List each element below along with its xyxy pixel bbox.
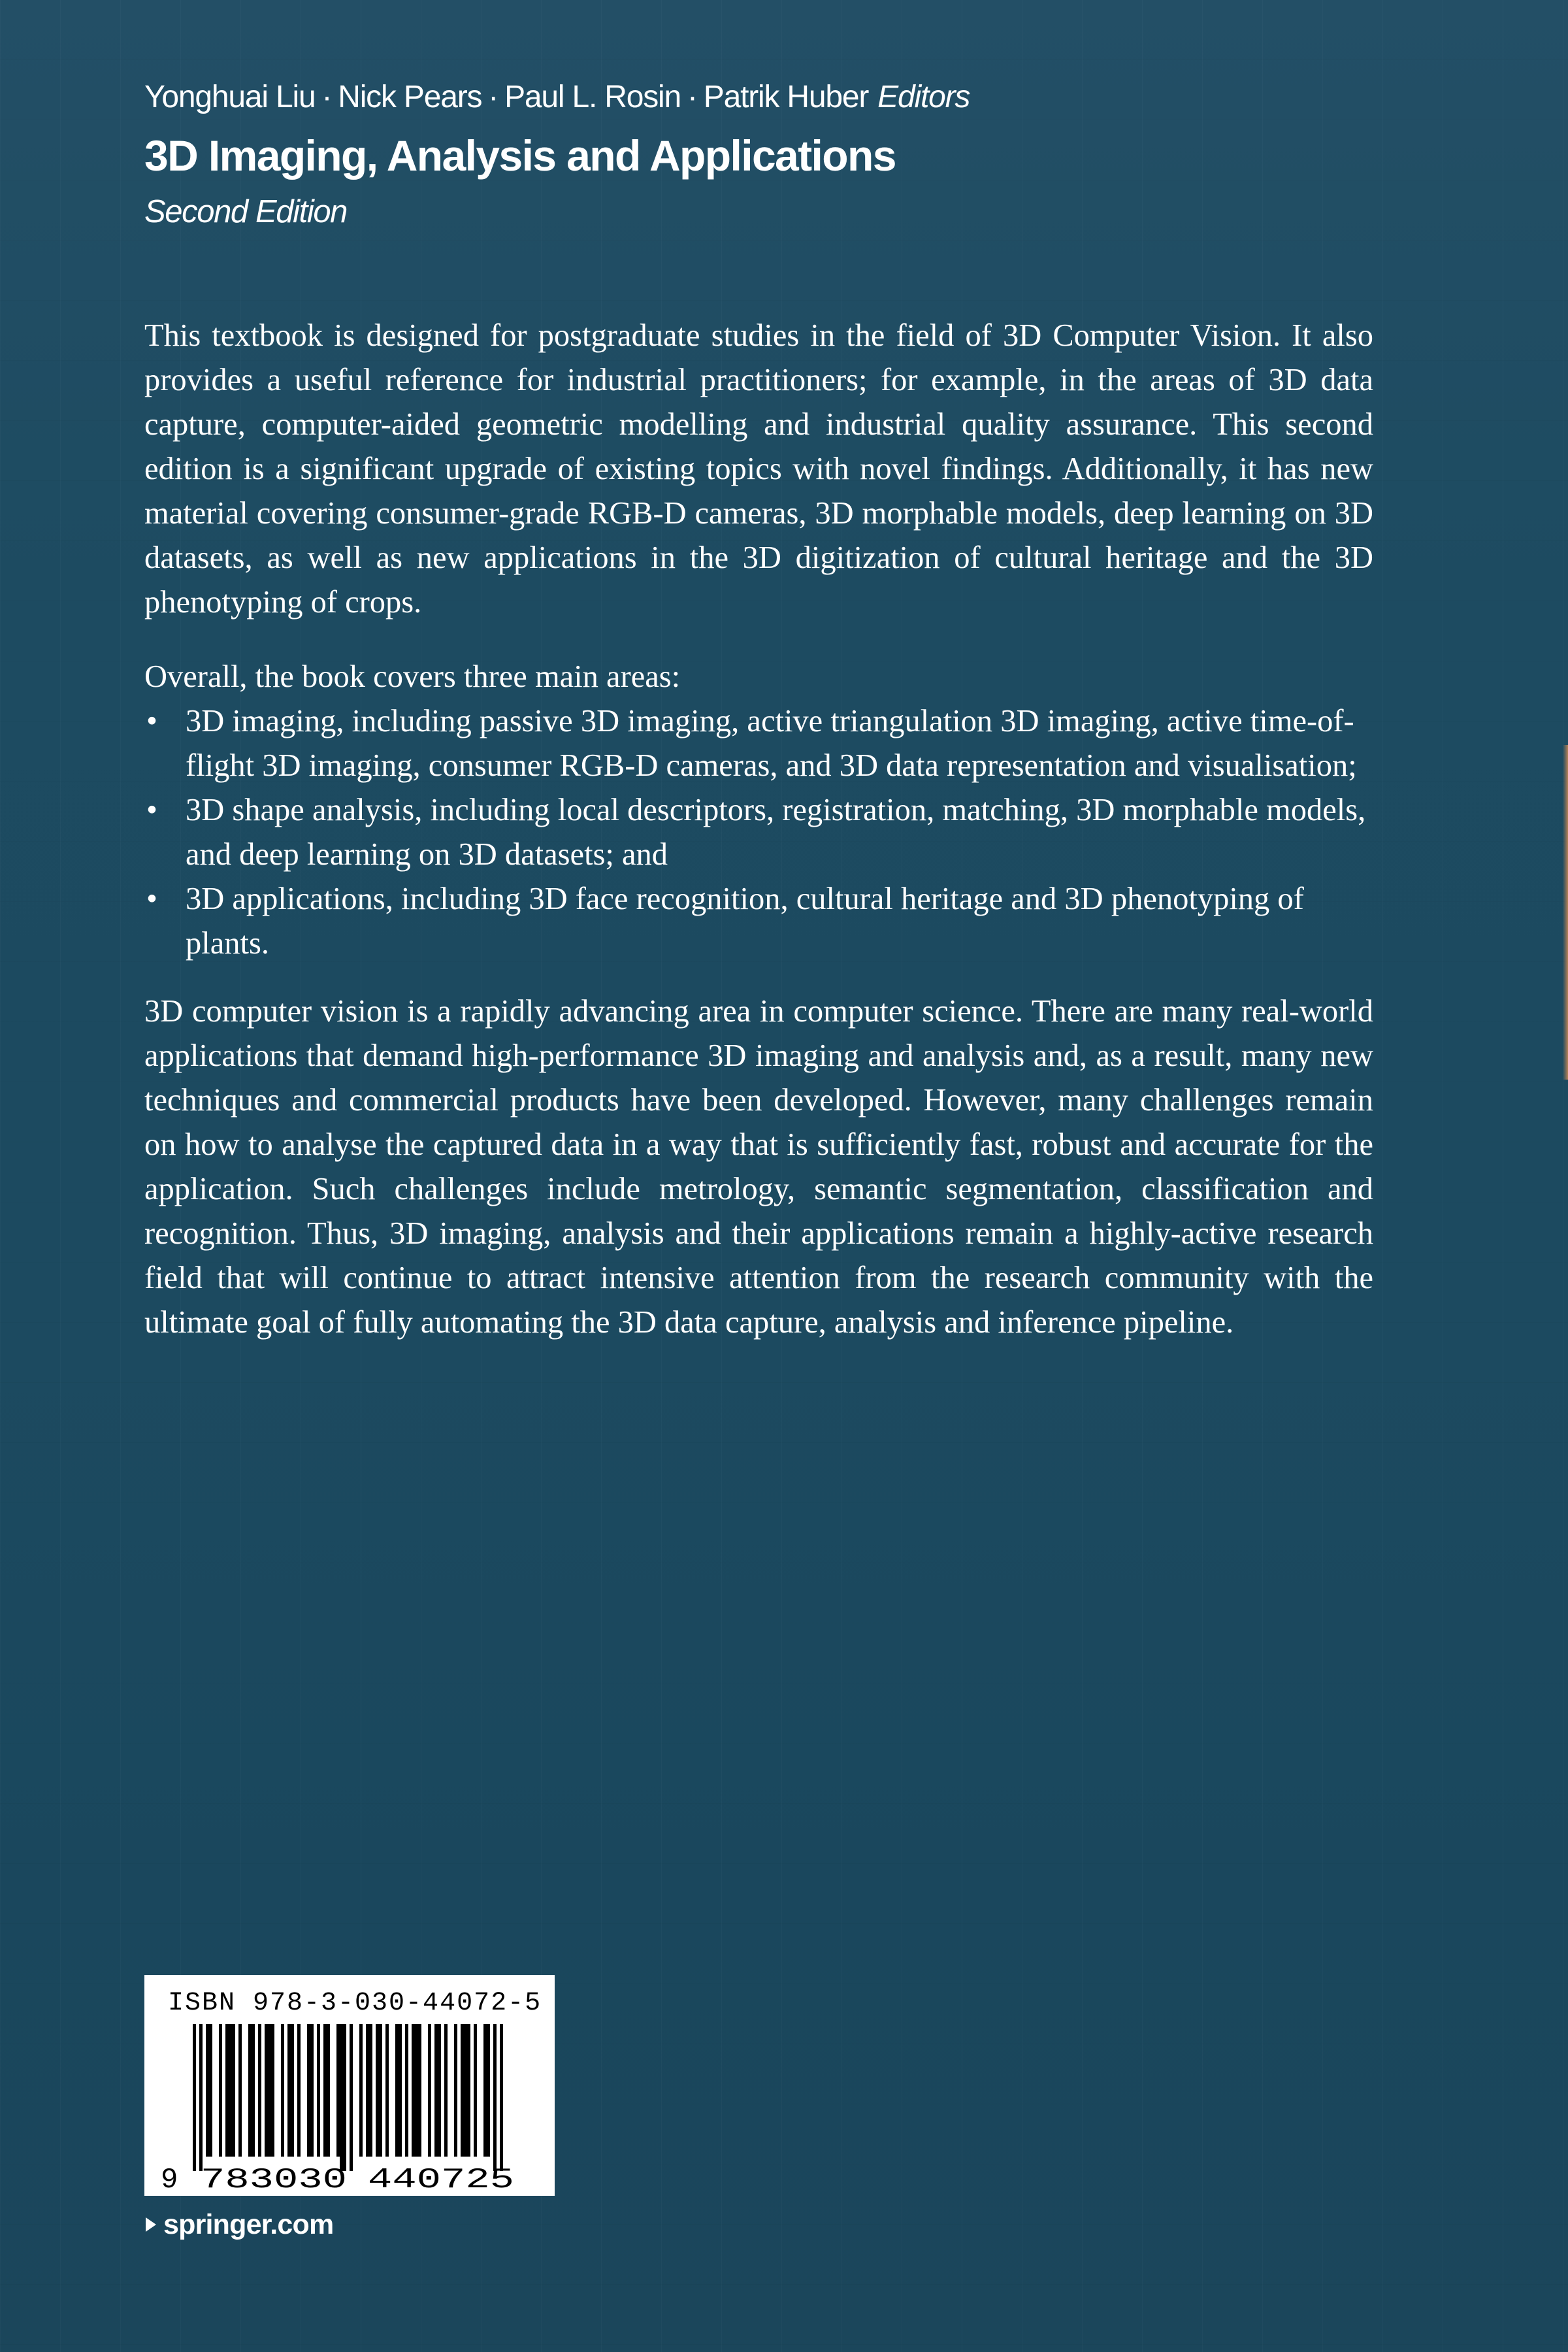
barcode-bar (500, 2024, 503, 2171)
barcode-bar (359, 2024, 363, 2157)
barcode-bar (268, 2024, 271, 2157)
barcode-bar (412, 2024, 415, 2157)
main-area-item (144, 699, 1373, 788)
paragraph-spacer (144, 966, 1373, 989)
barcode-right-digits: 440725 (368, 2164, 514, 2196)
barcode-bar (464, 2024, 467, 2157)
publisher-link (144, 2206, 333, 2244)
barcode-bar (297, 2024, 301, 2157)
barcode-bar (493, 2024, 497, 2171)
areas-introduction: Overall, the book covers three main areas: (144, 659, 681, 694)
barcode-bar (438, 2024, 441, 2157)
editor-name: Paul L. Rosin (504, 80, 681, 114)
barcode-bar (467, 2024, 470, 2157)
barcode-bar (428, 2024, 431, 2157)
back-cover-description (144, 314, 1373, 1345)
barcode-bar (193, 2024, 196, 2171)
barcode-bar (369, 2024, 372, 2157)
barcode-bar (232, 2024, 235, 2157)
isbn-barcode (144, 1975, 555, 2196)
barcode-bar (327, 2024, 330, 2157)
barcode-graphic (144, 1975, 555, 2196)
barcode-bar (415, 2024, 418, 2157)
barcode-bar (307, 2024, 310, 2157)
barcode-bar (287, 2024, 291, 2157)
editor-separator: · (488, 80, 498, 114)
book-edition: Second Edition (144, 194, 348, 229)
paragraph-spacer (144, 625, 1373, 655)
barcode-bar (434, 2024, 438, 2157)
barcode-bar (474, 2024, 477, 2157)
barcode-bar (252, 2024, 255, 2157)
editor-name: Yonghuai Liu (144, 80, 316, 114)
barcode-bar (209, 2024, 212, 2157)
editor-separator: · (321, 80, 332, 114)
editor-name: Nick Pears (338, 80, 482, 114)
bullet-icon: • (146, 704, 157, 738)
editor-name: Patrik Huber (703, 80, 869, 114)
editors-role: Editors (877, 80, 970, 114)
barcode-bar (225, 2024, 229, 2157)
main-area-item (144, 788, 1373, 877)
main-area-text: 3D shape analysis, including local descriptors, registration, matching, 3D morphable models, and deep learning on 3D datasets; and (186, 793, 1366, 872)
barcode-bar (291, 2024, 294, 2157)
barcode-bar (271, 2024, 274, 2157)
barcode-bar (340, 2024, 343, 2171)
barcode-bar (376, 2024, 379, 2157)
main-area-text: 3D applications, including 3D face recognition, cultural heritage and 3D phenotyping of plants. (186, 882, 1304, 961)
barcode-bar (219, 2024, 222, 2157)
barcode-left-digits: 783030 (201, 2164, 347, 2196)
barcode-bar (343, 2024, 346, 2171)
barcode-bar (258, 2024, 261, 2157)
book-title: 3D Imaging, Analysis and Applications (144, 131, 896, 180)
barcode-bar (248, 2024, 252, 2157)
description-paragraph: 3D computer vision is a rapidly advancing area in computer science. There are many real-world applications that demand high-performance 3D imaging and analysis and, as a result, many new techniques and commercial products have been developed. However, many challenges remain on how to analyse the captured data in a way that is sufficiently fast, robust and accurate for the application. Such challenges include metrology, semantic segmentation, classification and recognition. Thus, 3D imaging, analysis and their applications remain a highly-active research field that will continue to attract intensive attention from the research community with the ultimate goal of fully automating the 3D data capture, analysis and inference pipeline. (144, 994, 1373, 1340)
barcode-bar (379, 2024, 382, 2157)
barcode-bar (350, 2024, 353, 2171)
barcode-bar (206, 2024, 209, 2157)
barcode-bar (454, 2024, 457, 2157)
barcode-bar (199, 2024, 203, 2171)
barcode-bars (193, 2024, 503, 2171)
barcode-bar (483, 2024, 487, 2157)
barcode-first-digit: 9 (161, 2164, 178, 2196)
book-edge-highlight (1563, 745, 1568, 1080)
main-area-text: 3D imaging, including passive 3D imaging, active triangulation 3D imaging, active time-of-flight 3D imaging, consumer RGB-D cameras, and 3D data representation and visualisation; (186, 704, 1357, 783)
barcode-bar (310, 2024, 314, 2157)
barcode-bar (487, 2024, 490, 2157)
barcode-bar (336, 2024, 340, 2157)
barcode-bar (444, 2024, 448, 2157)
editors-line (144, 78, 970, 116)
bullet-icon: • (146, 793, 157, 827)
publisher-website: springer.com (163, 2209, 334, 2240)
barcode-bar (238, 2024, 242, 2157)
main-areas-list (144, 699, 1373, 966)
barcode-bar (405, 2024, 408, 2157)
barcode-bar (229, 2024, 232, 2157)
editor-separator: · (687, 80, 697, 114)
right-triangle-icon (144, 2216, 157, 2233)
barcode-bar (265, 2024, 268, 2157)
barcode-bar (395, 2024, 399, 2157)
barcode-bar (317, 2024, 320, 2157)
main-area-item (144, 877, 1373, 966)
barcode-bar (399, 2024, 402, 2157)
barcode-bar (461, 2024, 464, 2157)
barcode-bar (366, 2024, 369, 2157)
barcode-bar (385, 2024, 389, 2157)
description-paragraph: This textbook is designed for postgraduate studies in the field of 3D Computer Vision. It also provides a useful reference for industrial practitioners; for example, in the areas of 3D data capture, computer-aided geometric modelling and industrial quality assurance. This second edition is a significant upgrade of existing topics with novel findings. Additionally, it has new material covering consumer-grade RGB-D cameras, 3D morphable models, deep learning on 3D datasets, as well as new applications in the 3D digitization of cultural heritage and the 3D phenotyping of crops. (144, 318, 1373, 620)
barcode-bar (281, 2024, 284, 2157)
barcode-bar (323, 2024, 327, 2157)
bullet-icon: • (146, 882, 157, 916)
isbn-label: ISBN 978-3-030-44072-5 (168, 1989, 542, 2018)
barcode-bar (418, 2024, 421, 2157)
